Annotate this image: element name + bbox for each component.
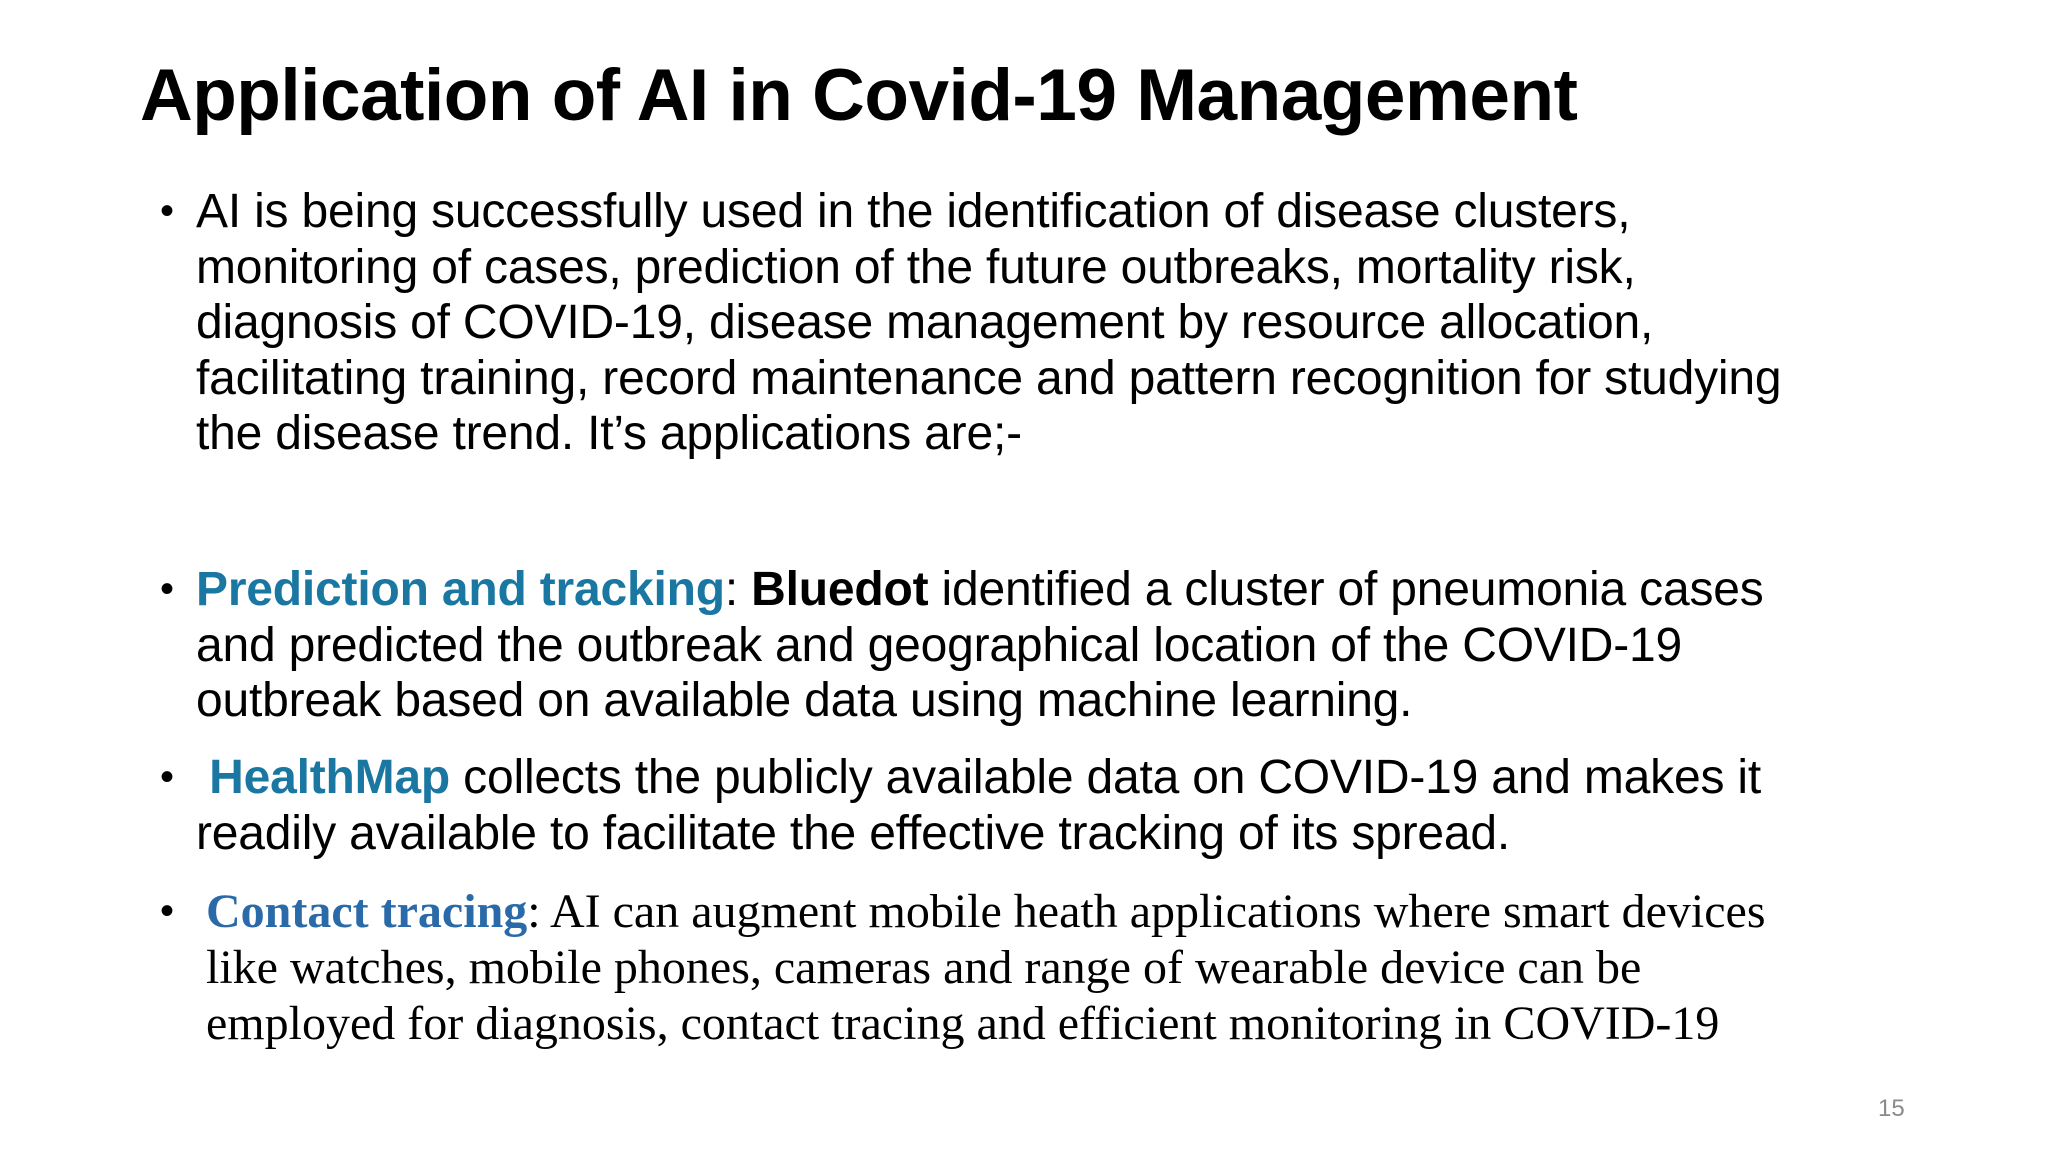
- text-line: [206, 884, 1766, 940]
- text-line: facilitating training, record maintenance and pattern recognition for studying: [196, 351, 1782, 405]
- contact-heading: Contact tracing: [206, 885, 528, 938]
- text-line: like watches, mobile phones, cameras and range of wearable device can be: [206, 941, 1642, 994]
- text-line: readily available to facilitate the effective tracking of its spread.: [196, 806, 1511, 860]
- bullet-prediction: [160, 562, 1764, 729]
- bullet-dot-icon: •: [160, 567, 175, 611]
- bullet-healthmap-text: [196, 750, 1761, 861]
- text-line: diagnosis of COVID-19, disease management by resource allocation,: [196, 296, 1654, 349]
- healthmap-heading: HealthMap: [209, 751, 451, 804]
- text-line: monitoring of cases, prediction of the future outbreaks, mortality risk,: [196, 240, 1636, 294]
- page-number: 15: [1878, 1095, 1905, 1122]
- text-line: outbreak based on available data using machine learning.: [196, 674, 1413, 727]
- bullet-contact-text: [196, 884, 1766, 1052]
- contact-line1-rest: : AI can augment mobile heath applications where smart devices: [527, 885, 1766, 938]
- text-line: [196, 562, 1764, 618]
- bullet-prediction-text: [196, 562, 1764, 729]
- text-line: employed for diagnosis, contact tracing and efficient monitoring in COVID-19: [206, 997, 1720, 1050]
- text-line: the disease trend. It’s applications are;-: [196, 407, 1022, 460]
- text-line: [196, 750, 1761, 806]
- bullet-dot-icon: •: [160, 189, 175, 233]
- text-line: AI is being successfully used in the identification of disease clusters,: [196, 185, 1631, 238]
- bluedot-name: Bluedot: [751, 563, 929, 616]
- bullet-dot-icon: •: [160, 755, 175, 799]
- text-line: and predicted the outbreak and geographical location of the COVID-19: [196, 618, 1683, 672]
- slide-title: Application of AI in Covid-19 Management: [140, 55, 1578, 136]
- prediction-heading: Prediction and tracking: [196, 563, 725, 616]
- prediction-line1-rest: identified a cluster of pneumonia cases: [928, 563, 1764, 616]
- bullet-intro: [160, 184, 1781, 462]
- prediction-separator: :: [724, 563, 752, 616]
- bullet-contact-tracing: [160, 884, 1766, 1052]
- bullet-intro-text: [196, 184, 1781, 462]
- healthmap-line1-rest: collects the publicly available data on COVID-19 and makes it: [450, 751, 1761, 804]
- bullet-dot-icon: •: [160, 889, 175, 933]
- bullet-healthmap: [160, 750, 1761, 861]
